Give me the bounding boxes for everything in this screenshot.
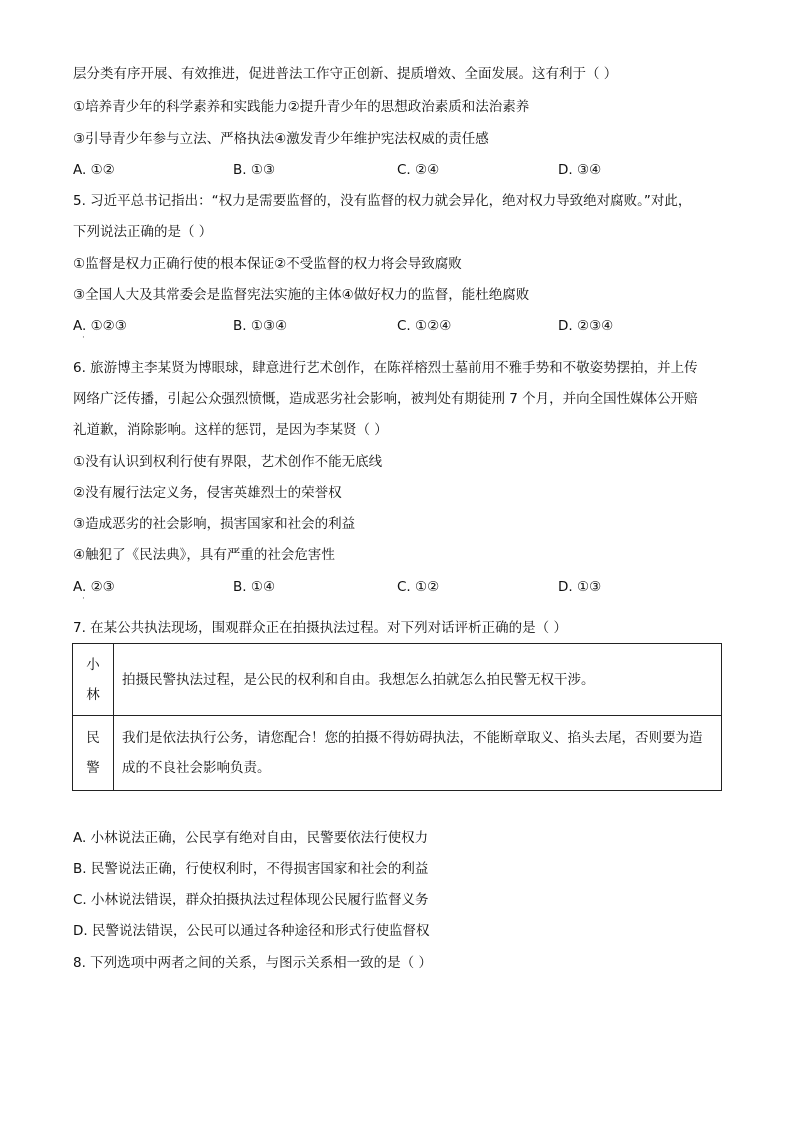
q7-dialog-table [72, 643, 722, 791]
q6-item-2: ②没有履行法定义务，侵害英雄烈士的荣誉权 [73, 485, 342, 501]
q6-item-1: ①没有认识到权利行使有界限，艺术创作不能无底线 [73, 454, 383, 470]
q5-option-b: B. ①③④ [233, 318, 288, 334]
q5-item-line-2: ③全国人大及其常委会是监督宪法实施的主体④做好权力的监督，能杜绝腐败 [73, 287, 530, 303]
q5-stem-line-2: 下列说法正确的是（ ） [73, 224, 213, 240]
q6-option-a: A. ②③ [73, 579, 115, 595]
q6-item-3: ③造成恶劣的社会影响，损害国家和社会的利益 [73, 516, 356, 532]
q7-option-a: A. 小林说法正确，公民享有绝对自由，民警要依法行使权力 [73, 830, 429, 846]
q5-option-c: C. ①②④ [397, 318, 452, 334]
q5-stem-line-1: 5. 习近平总书记指出：“权力是需要监督的，没有监督的权力就会异化，绝对权力导致绝对腐败。”对此， [73, 193, 692, 209]
q6-option-c: C. ①② [397, 579, 440, 595]
q4-option-d: D. ③④ [558, 162, 602, 178]
q6-item-4: ④触犯了《民法典》，具有严重的社会危害性 [73, 547, 335, 563]
scan-dot: · [82, 594, 85, 604]
q8-stem: 8. 下列选项中两者之间的关系，与图示关系相一致的是（ ） [73, 955, 432, 971]
speaker-char: 小 [86, 656, 100, 673]
scan-dot: · [82, 333, 85, 343]
q6-stem-line-3: 礼道歉，消除影响。这样的惩罚，是因为李某贤（ ） [73, 422, 388, 438]
speaker-cell [73, 644, 114, 716]
table-row [73, 716, 722, 791]
q4-stem-end: 层分类有序开展、有效推进，促进普法工作守正创新、提质增效、全面发展。这有利于（ ） [73, 66, 618, 82]
q7-option-c: C. 小林说法错误，群众拍摄执法过程体现公民履行监督义务 [73, 892, 429, 908]
speech-cell: 拍摄民警执法过程，是公民的权利和自由。我想怎么拍就怎么拍民警无权干涉。 [114, 644, 722, 716]
q7-option-d: D. 民警说法错误，公民可以通过各种途径和形式行使监督权 [73, 923, 430, 939]
speech-cell: 我们是依法执行公务，请您配合！您的拍摄不得妨碍执法，不能断章取义、掐头去尾，否则要为造成的不良社会影响负责。 [114, 716, 722, 791]
table-row [73, 644, 722, 716]
q4-option-b: B. ①③ [233, 162, 276, 178]
speaker-cell [73, 716, 114, 791]
speaker-char: 警 [86, 760, 100, 776]
q6-option-b: B. ①④ [233, 579, 276, 595]
q5-option-d: D. ②③④ [558, 318, 614, 334]
q4-item-line-2: ③引导青少年参与立法、严格执法④激发青少年维护宪法权威的责任感 [73, 131, 489, 147]
q4-item-line-1: ①培养青少年的科学素养和实践能力②提升青少年的思想政治素质和法治素养 [73, 99, 530, 115]
q5-item-line-1: ①监督是权力正确行使的根本保证②不受监督的权力将会导致腐败 [73, 256, 462, 272]
q5-option-a: A. ①②③ [73, 318, 127, 334]
speaker-char: 林 [86, 686, 100, 703]
q4-option-a: A. ①② [73, 162, 115, 178]
q6-stem-line-2: 网络广泛传播，引起公众强烈愤慨，造成恶劣社会影响，被判处有期徒刑 7 个月，并向全国性媒体公开赔 [73, 391, 698, 407]
q7-stem: 7. 在某公共执法现场，围观群众正在拍摄执法过程。对下列对话评析正确的是（ ） [73, 620, 567, 636]
q4-option-c: C. ②④ [397, 162, 440, 178]
q6-stem-line-1: 6. 旅游博主李某贤为博眼球，肆意进行艺术创作，在陈祥榕烈士墓前用不雅手势和不敬姿势摆拍，并上传 [73, 360, 698, 376]
speaker-char: 民 [86, 730, 100, 746]
q7-option-b: B. 民警说法正确，行使权利时，不得损害国家和社会的利益 [73, 861, 429, 877]
q6-option-d: D. ①③ [558, 579, 602, 595]
